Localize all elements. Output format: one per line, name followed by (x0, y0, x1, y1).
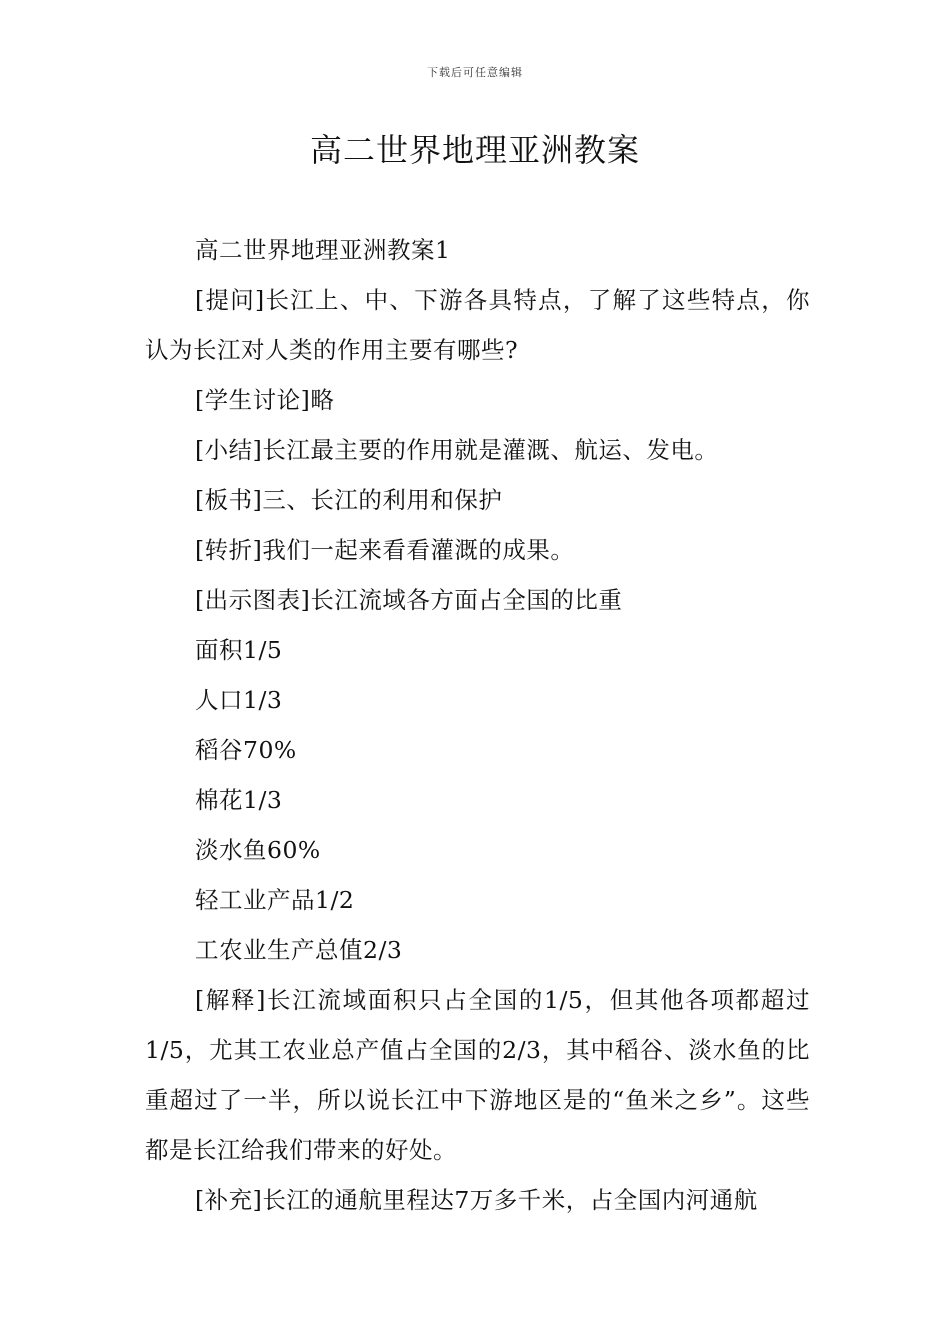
list-item-area: 面积1/5 (195, 636, 283, 664)
list-item-rice: 稻谷70% (195, 736, 297, 764)
document-body (145, 225, 810, 1225)
list-item-light-industry: 轻工业产品1/2 (195, 886, 355, 914)
list-item-cotton: 棉花1/3 (195, 786, 283, 814)
paragraph-supplement: [补充]长江的通航里程达7万多千米，占全国内河通航 (195, 1186, 758, 1214)
page-title: 高二世界地理亚洲教案 (309, 131, 640, 169)
paragraph-chart-intro: [出示图表]长江流域各方面占全国的比重 (195, 586, 623, 614)
paragraph-blackboard: [板书]三、长江的利用和保护 (195, 486, 503, 514)
paragraph-discussion: [学生讨论]略 (195, 386, 335, 414)
paragraph-explanation: [解释]长江流域面积只占全国的1/5，但其他各项都超过1/5，尤其工农业总产值占全国的2/3，其中稻谷、淡水鱼的比重超过了一半，所以说长江中下游地区是的“鱼米之乡”。这些都是长江给我们带来的好处。 (145, 986, 810, 1164)
list-item-freshwater-fish: 淡水鱼60% (195, 836, 321, 864)
paragraph-question: [提问]长江上、中、下游各具特点，了解了这些特点，你认为长江对人类的作用主要有哪些? (145, 286, 810, 364)
list-item-population: 人口1/3 (195, 686, 283, 714)
header-note: 下载后可任意编辑 (427, 66, 523, 79)
list-item-output-value: 工农业生产总值2/3 (195, 936, 403, 964)
paragraph-subtitle: 高二世界地理亚洲教案1 (195, 236, 451, 264)
paragraph-summary: [小结]长江最主要的作用就是灌溉、航运、发电。 (195, 436, 719, 464)
paragraph-transition: [转折]我们一起来看看灌溉的成果。 (195, 536, 575, 564)
